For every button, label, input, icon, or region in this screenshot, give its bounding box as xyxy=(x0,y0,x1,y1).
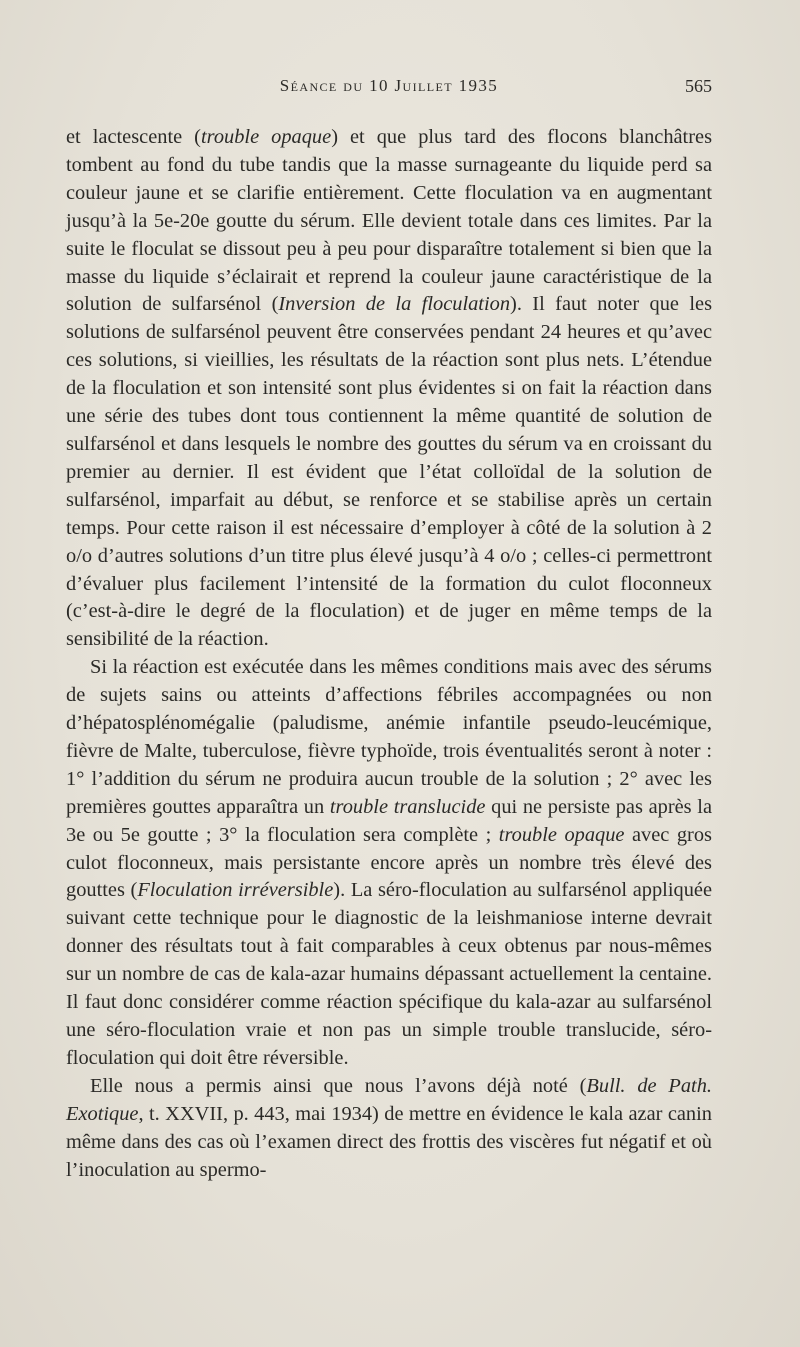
page-header xyxy=(66,76,712,100)
body-text xyxy=(66,124,712,1184)
italic-text: Floculation irréversible xyxy=(137,879,334,902)
text-run: avec gros culot floconneux, mais persistante encore après un nombre très élevé des gouttes ( xyxy=(66,823,712,902)
running-head: Séance du 10 Juillet 1935 xyxy=(279,76,499,95)
text-run: et lactescente ( xyxy=(66,126,201,148)
page-number: 565 xyxy=(685,76,712,96)
italic-text: Bull. de Path. Exotique xyxy=(66,1074,712,1125)
text-run: ). Il faut noter que les solutions de sulfarsénol peuvent être conservées pendant 24 heures et qu’avec ces solutions, si vieillies, les résultats de la réaction sont plus nets. L’étendue de la floculation et son intensité sont plus évidentes si on fait la réaction dans une série des tubes dont tous contiennent la même quantité de solution de sulfarsénol et dans lesquels le nombre des gouttes du sérum va en croissant du premier au dernier. Il est évident que l’état colloïdal de la solution de sulfarsénol, imparfait au début, se renforce et se stabilise après un certain temps. Pour cette raison il est nécessaire d’employer à côté de la solution à 2 o/o d’autres solutions d’un titre plus élevé jusqu’à 4 o/o ; celles-ci permettront d’évaluer plus facilement l’intensité de la formation du culot floconneux (c’est-à-dire le degré de la floculation) et de juger en même temps de la sensibilité de la réaction. xyxy=(66,293,713,651)
paragraph xyxy=(66,654,712,1073)
italic-text: trouble opaque xyxy=(498,823,625,846)
italic-text: Inversion de la floculation xyxy=(278,293,511,316)
paragraph xyxy=(66,1073,712,1185)
paragraph xyxy=(66,124,712,654)
text-run: Elle nous a permis ainsi que nous l’avons déjà noté ( xyxy=(90,1074,587,1097)
text-run: , t. XXVII, p. 443, mai 1934) de mettre en évidence le kala azar canin même dans des cas où l’examen direct des frottis des viscères fut négatif et où l’inoculation au spermo- xyxy=(66,1102,712,1181)
text-run: ). La séro-floculation au sulfarsénol appliquée suivant cette technique pour le diagnostic de la leishmaniose interne devrait donner des résultats tout à fait comparables à ceux obtenus par nous-mêmes sur un nombre de cas de kala-azar humains dépassant actuellement la centaine. Il faut donc considérer comme réaction spécifique du kala-azar au sulfarsénol une séro-floculation vraie et non pas un simple trouble translucide, séro-floculation qui doit être réversible. xyxy=(66,879,713,1069)
text-run: qui ne persiste pas après la 3e ou 5e goutte ; 3° la floculation sera complète ; xyxy=(66,795,712,846)
text-run: ) et que plus tard des flocons blanchâtres tombent au fond du tube tandis que la masse surnageante du liquide perd sa couleur jaune et se clarifie entièrement. Cette floculation va en augmentant jusqu’à la 5e-20e goutte du sérum. Elle devient totale dans ces limites. Par la suite le floculat se dissout peu à peu pour disparaître totalement si bien que la masse du liquide s’éclairait et reprend la couleur jaune caractéristique de la solution de sulfarsénol ( xyxy=(66,126,713,316)
text-run: Si la réaction est exécutée dans les mêmes conditions mais avec des sérums de sujets sains ou atteints d’affections fébriles accompagnées ou non d’hépatosplénomégalie (paludisme, anémie infantile pseudo-leucémique, fièvre de Malte, tuberculose, fièvre typhoïde, trois éventualités seront à noter : 1° l’addition du sérum ne produira aucun trouble de la solution ; 2° avec les premières gouttes apparaîtra un xyxy=(66,656,712,818)
italic-text: trouble opaque xyxy=(200,126,332,148)
italic-text: trouble translucide xyxy=(329,795,486,818)
